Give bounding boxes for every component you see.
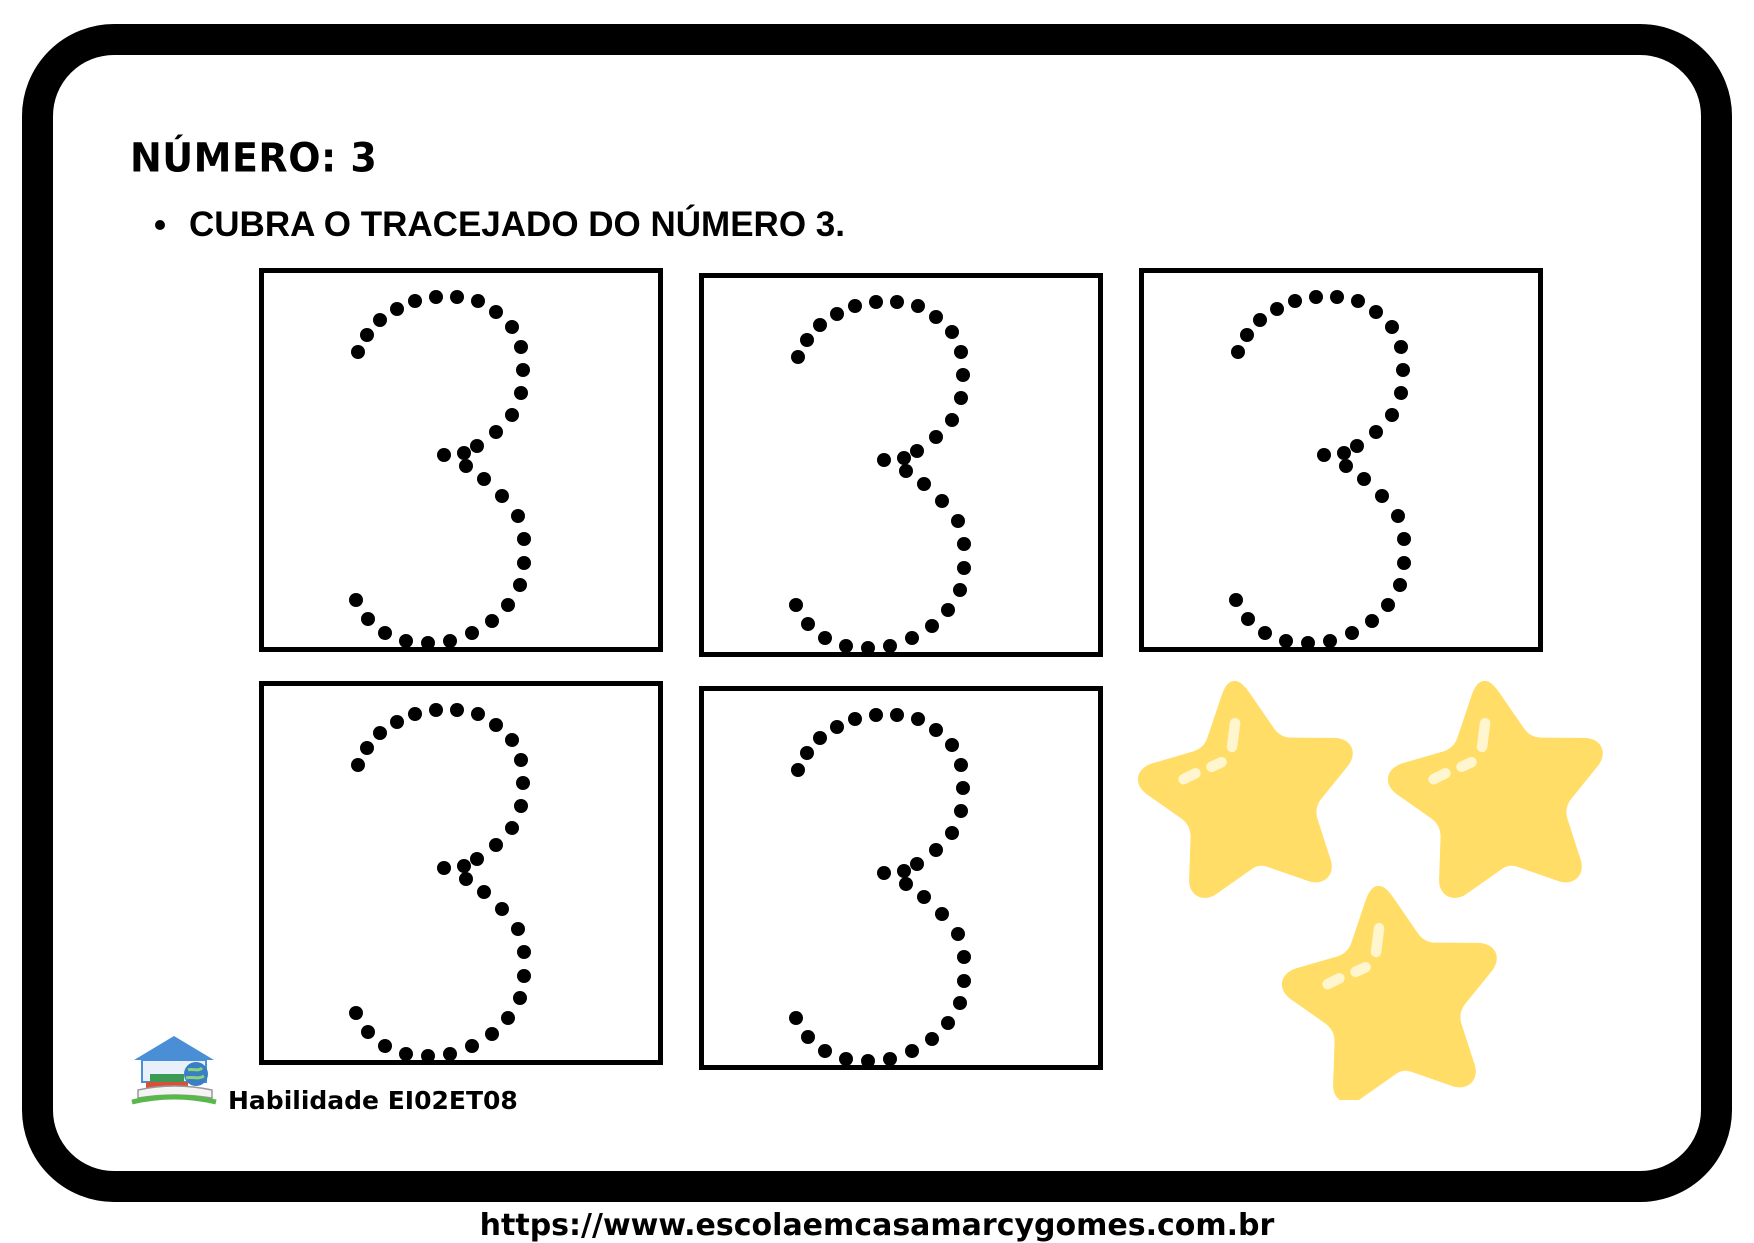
trace-dot [791,350,805,364]
trace-dot [429,703,443,717]
trace-dot [437,448,451,462]
dotted-number-3 [264,273,658,647]
trace-dot [953,583,967,597]
trace-dot [917,477,931,491]
trace-dot [485,614,499,628]
trace-dot [1365,614,1379,628]
tracing-card-2[interactable] [699,273,1103,657]
instruction-line [155,205,845,245]
dotted-number-3 [1144,273,1538,647]
trace-dot [925,619,939,633]
star-icon [1270,871,1514,1100]
trace-dot [830,307,844,321]
website-url[interactable]: https://www.escolaemcasamarcygomes.com.br [479,1208,1275,1243]
school-logo [128,1030,220,1110]
trace-dot [899,464,913,478]
trace-dot [813,318,827,332]
trace-dot [360,741,374,755]
trace-dot [957,974,971,988]
trace-dot [877,453,891,467]
trace-dot [1345,626,1359,640]
trace-dot [511,922,525,936]
trace-dot [945,325,959,339]
trace-dot [801,617,815,631]
trace-dot [489,838,503,852]
trace-dot [897,864,911,878]
trace-dot [360,328,374,342]
trace-dot [429,290,443,304]
trace-dot [408,707,422,721]
trace-dot [1337,446,1351,460]
trace-dot [517,969,531,983]
trace-dot [459,459,473,473]
trace-dot [801,1030,815,1044]
trace-dot [941,1016,955,1030]
trace-dot [957,561,971,575]
trace-dot [935,907,949,921]
trace-dot [489,305,503,319]
trace-dot [897,451,911,465]
trace-dot [935,494,949,508]
trace-dot [457,859,471,873]
trace-dot [1385,320,1399,334]
trace-dot [443,634,457,647]
trace-dot [1381,598,1395,612]
trace-dot [437,861,451,875]
trace-dot [890,708,904,722]
trace-dot [349,593,363,607]
trace-dot [1279,634,1293,647]
trace-dot [361,612,375,626]
trace-dot [1350,439,1364,453]
trace-dot [1317,448,1331,462]
trace-dot [929,430,943,444]
trace-dot [1258,626,1272,640]
trace-dot [470,852,484,866]
trace-dot [513,578,527,592]
trace-dot [953,996,967,1010]
trace-dot [373,313,387,327]
trace-dot [390,715,404,729]
trace-dot [516,363,530,377]
trace-dot [905,631,919,645]
trace-dot [351,345,365,359]
trace-dot [830,720,844,734]
trace-dot [818,631,832,645]
trace-dot [899,877,913,891]
trace-dot [789,598,803,612]
trace-dot [390,302,404,316]
trace-dot [514,386,528,400]
trace-dot [501,598,515,612]
trace-dot [957,950,971,964]
trace-dot [1369,425,1383,439]
trace-dot [1385,408,1399,422]
trace-dot [1394,340,1408,354]
trace-dot [1351,294,1365,308]
trace-dot [349,1006,363,1020]
trace-dot [373,726,387,740]
trace-dot [1339,459,1353,473]
trace-dot [505,408,519,422]
skill-code: Habilidade EI02ET08 [228,1086,518,1115]
trace-dot [945,826,959,840]
trace-dot [911,299,925,313]
trace-dot [1391,509,1405,523]
tracing-card-5[interactable] [699,686,1103,1070]
trace-dot [911,712,925,726]
trace-dot [1397,532,1411,546]
trace-dot [361,1025,375,1039]
trace-dot [877,866,891,880]
trace-dot [791,763,805,777]
trace-dot [421,1049,435,1060]
trace-dot [1229,593,1243,607]
trace-dot [477,472,491,486]
trace-dot [489,425,503,439]
trace-dot [511,509,525,523]
trace-dot [1288,294,1302,308]
trace-dot [954,391,968,405]
trace-dot [471,294,485,308]
trace-dot [917,890,931,904]
stars-decoration [1130,660,1630,1100]
trace-dot [789,1011,803,1025]
trace-dot [1270,302,1284,316]
trace-dot [450,703,464,717]
trace-dot [890,295,904,309]
trace-dot [1369,305,1383,319]
trace-dot [839,639,853,652]
trace-dot [945,413,959,427]
trace-dot [408,294,422,308]
trace-dot [517,532,531,546]
trace-dot [465,626,479,640]
trace-dot [800,746,814,760]
trace-dot [399,634,413,647]
trace-dot [957,537,971,551]
trace-dot [351,758,365,772]
trace-dot [517,556,531,570]
trace-dot [1241,612,1255,626]
trace-dot [905,1044,919,1058]
dotted-number-3 [704,278,1098,652]
trace-dot [929,843,943,857]
trace-dot [489,718,503,732]
trace-dot [505,733,519,747]
trace-dot [516,776,530,790]
trace-dot [514,753,528,767]
trace-dot [1240,328,1254,342]
trace-dot [861,1054,875,1065]
trace-dot [471,707,485,721]
trace-dot [956,368,970,382]
trace-dot [929,723,943,737]
trace-dot [1397,556,1411,570]
bullet-icon [155,220,165,230]
trace-dot [839,1052,853,1065]
trace-dot [421,636,435,647]
trace-dot [465,1039,479,1053]
instruction-text: CUBRA O TRACEJADO DO NÚMERO 3. [189,205,845,244]
trace-dot [378,1039,392,1053]
trace-dot [951,514,965,528]
trace-dot [945,738,959,752]
trace-dot [450,290,464,304]
trace-dot [954,345,968,359]
trace-dot [517,945,531,959]
trace-dot [514,340,528,354]
trace-dot [818,1044,832,1058]
trace-dot [883,639,897,652]
trace-dot [477,885,491,899]
trace-dot [800,333,814,347]
trace-dot [951,927,965,941]
trace-dot [869,708,883,722]
trace-dot [848,299,862,313]
trace-dot [941,603,955,617]
trace-dot [501,1011,515,1025]
trace-dot [956,781,970,795]
worksheet-title: NÚMERO: 3 [130,134,378,182]
trace-dot [1301,636,1315,647]
trace-dot [399,1047,413,1060]
trace-dot [378,626,392,640]
trace-dot [929,310,943,324]
trace-dot [495,902,509,916]
trace-dot [505,320,519,334]
trace-dot [925,1032,939,1046]
trace-dot [861,641,875,652]
trace-dot [1357,472,1371,486]
trace-dot [954,758,968,772]
trace-dot [1375,489,1389,503]
trace-dot [1330,290,1344,304]
trace-dot [470,439,484,453]
trace-dot [1309,290,1323,304]
trace-dot [883,1052,897,1065]
trace-dot [505,821,519,835]
trace-dot [457,446,471,460]
dotted-number-3 [704,691,1098,1065]
trace-dot [910,444,924,458]
trace-dot [1231,345,1245,359]
star-icon [1130,666,1370,905]
tracing-card-4[interactable] [259,681,663,1065]
trace-dot [514,799,528,813]
trace-dot [1253,313,1267,327]
trace-dot [1323,634,1337,647]
trace-dot [954,804,968,818]
trace-dot [813,731,827,745]
trace-dot [459,872,473,886]
trace-dot [1396,363,1410,377]
trace-dot [1394,386,1408,400]
trace-dot [910,857,924,871]
trace-dot [1393,578,1407,592]
trace-dot [495,489,509,503]
trace-dot [513,991,527,1005]
dotted-number-3 [264,686,658,1060]
tracing-card-1[interactable] [259,268,663,652]
trace-dot [485,1027,499,1041]
star-icon [1376,666,1620,905]
tracing-card-3[interactable] [1139,268,1543,652]
trace-dot [869,295,883,309]
trace-dot [443,1047,457,1060]
trace-dot [848,712,862,726]
